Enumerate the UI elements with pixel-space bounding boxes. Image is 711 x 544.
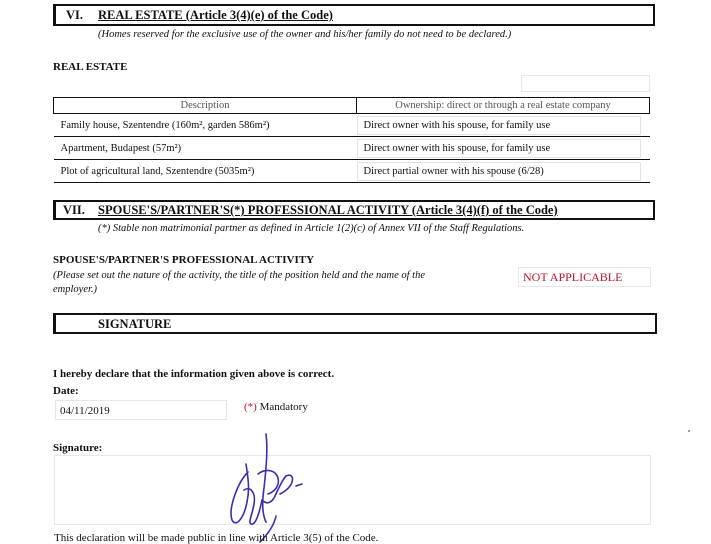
partner-activity-value: NOT APPLICABLE xyxy=(523,270,623,284)
real-estate-empty-field[interactable] xyxy=(521,75,650,92)
page-edge-mark xyxy=(688,430,690,432)
column-header-description: Description xyxy=(54,98,357,114)
date-value: 04/11/2019 xyxy=(60,405,110,417)
signature-section-title: SIGNATURE xyxy=(98,317,172,331)
ownership-cell-wrap xyxy=(357,160,650,183)
column-header-ownership: Ownership: direct or through a real estate company xyxy=(357,98,650,114)
section-6-note: (Homes reserved for the exclusive use of the owner and his/her family do not need to be declared.) xyxy=(98,29,512,40)
ownership-cell-wrap xyxy=(357,137,650,160)
partner-activity-instruction-1: (Please set out the nature of the activity, the title of the position held and the name of the xyxy=(53,270,425,281)
date-label: Date: xyxy=(53,385,79,397)
partner-activity-heading: SPOUSE'S/PARTNER'S PROFESSIONAL ACTIVITY xyxy=(53,254,315,266)
real-estate-heading: REAL ESTATE xyxy=(53,61,128,73)
description-cell: Apartment, Budapest (57m²) xyxy=(54,137,357,160)
ownership-cell[interactable]: Direct owner with his spouse, for family use xyxy=(357,116,641,135)
description-cell: Plot of agricultural land, Szentendre (5035m²) xyxy=(54,160,357,183)
handwritten-signature xyxy=(220,430,310,543)
table-header-row xyxy=(54,98,650,114)
footer-note: This declaration will be made public in line with Article 3(5) of the Code. xyxy=(54,532,379,544)
real-estate-table xyxy=(53,97,650,183)
partner-activity-instruction-2: employer.) xyxy=(53,284,98,295)
mandatory-note xyxy=(244,401,308,413)
section-7-title: SPOUSE'S/PARTNER'S(*) PROFESSIONAL ACTIVITY (Article 3(4)(f) of the Code) xyxy=(98,203,558,217)
mandatory-star: (*) xyxy=(244,401,257,413)
mandatory-text: Mandatory xyxy=(256,401,308,413)
signature-field[interactable] xyxy=(54,455,651,525)
signature-label: Signature: xyxy=(53,442,103,454)
ownership-cell-wrap xyxy=(357,114,650,137)
section-7-note: (*) Stable non matrimonial partner as defined in Article 1(2)(c) of Annex VII of the Staff Regulations. xyxy=(98,223,525,234)
description-cell: Family house, Szentendre (160m², garden 586m²) xyxy=(54,114,357,137)
declaration-text: I hereby declare that the information given above is correct. xyxy=(53,368,335,380)
partner-activity-field[interactable] xyxy=(518,267,651,287)
ownership-cell[interactable]: Direct partial owner with his spouse (6/28) xyxy=(357,162,641,181)
ownership-cell[interactable]: Direct owner with his spouse, for family use xyxy=(357,139,641,158)
section-7-number: VII. xyxy=(63,203,85,217)
table-row xyxy=(54,160,650,183)
table-row xyxy=(54,137,650,160)
section-6-title: REAL ESTATE (Article 3(4)(e) of the Code) xyxy=(98,8,333,22)
table-row xyxy=(54,114,650,137)
section-6-number: VI. xyxy=(66,8,84,22)
date-field[interactable] xyxy=(55,400,227,420)
